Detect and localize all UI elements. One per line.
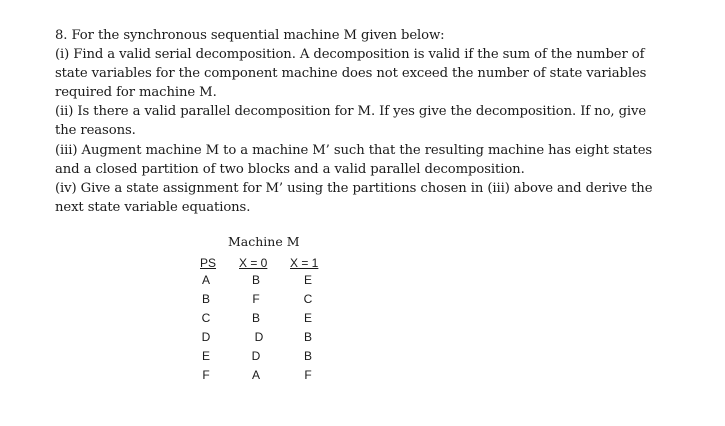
question-line: (ii) Is there a valid parallel decomposition for M. If yes give the decomposition. If no, give [55, 104, 647, 120]
cell-x0: D [254, 330, 264, 344]
cell-x1: E [303, 311, 312, 325]
cell-ps: D [201, 330, 211, 344]
cell-x1: E [303, 273, 312, 287]
cell-ps: F [202, 368, 210, 382]
cell-x0: F [252, 292, 260, 306]
question-line: next state variable equations. [55, 199, 251, 215]
cell-x1: C [303, 292, 313, 306]
cell-ps: C [201, 311, 211, 325]
cell-x1: B [303, 349, 312, 363]
question-line: (iii) Augment machine M to a machine M’ such that the resulting machine has eight states [55, 142, 653, 158]
cell-x0: B [251, 311, 260, 325]
header-present-state: PS [200, 256, 217, 270]
cell-x0: A [251, 368, 260, 382]
cell-x1: F [304, 368, 312, 382]
cell-ps: E [201, 349, 210, 363]
state-table-title: Machine M [228, 234, 300, 249]
header-x0: X = 0 [239, 256, 268, 270]
question-line: state variables for the component machine does not exceed the number of state variables [55, 66, 647, 82]
question-line: the reasons. [55, 123, 136, 139]
cell-x0: B [251, 273, 260, 287]
cell-x0: D [251, 349, 261, 363]
question-line: and a closed partition of two blocks and a valid parallel decomposition. [55, 161, 525, 177]
question-line: (iv) Give a state assignment for M’ using the partitions chosen in (iii) above and derive the [55, 180, 653, 196]
cell-x1: B [303, 330, 312, 344]
cell-ps: A [201, 273, 210, 287]
cell-ps: B [201, 292, 210, 306]
question-text [55, 26, 695, 217]
question-line: (i) Find a valid serial decomposition. A decomposition is valid if the sum of the number of [55, 47, 645, 63]
header-x1: X = 1 [290, 256, 319, 270]
question-line: 8. For the synchronous sequential machine M given below: [55, 28, 445, 43]
question-line: required for machine M. [55, 85, 217, 101]
